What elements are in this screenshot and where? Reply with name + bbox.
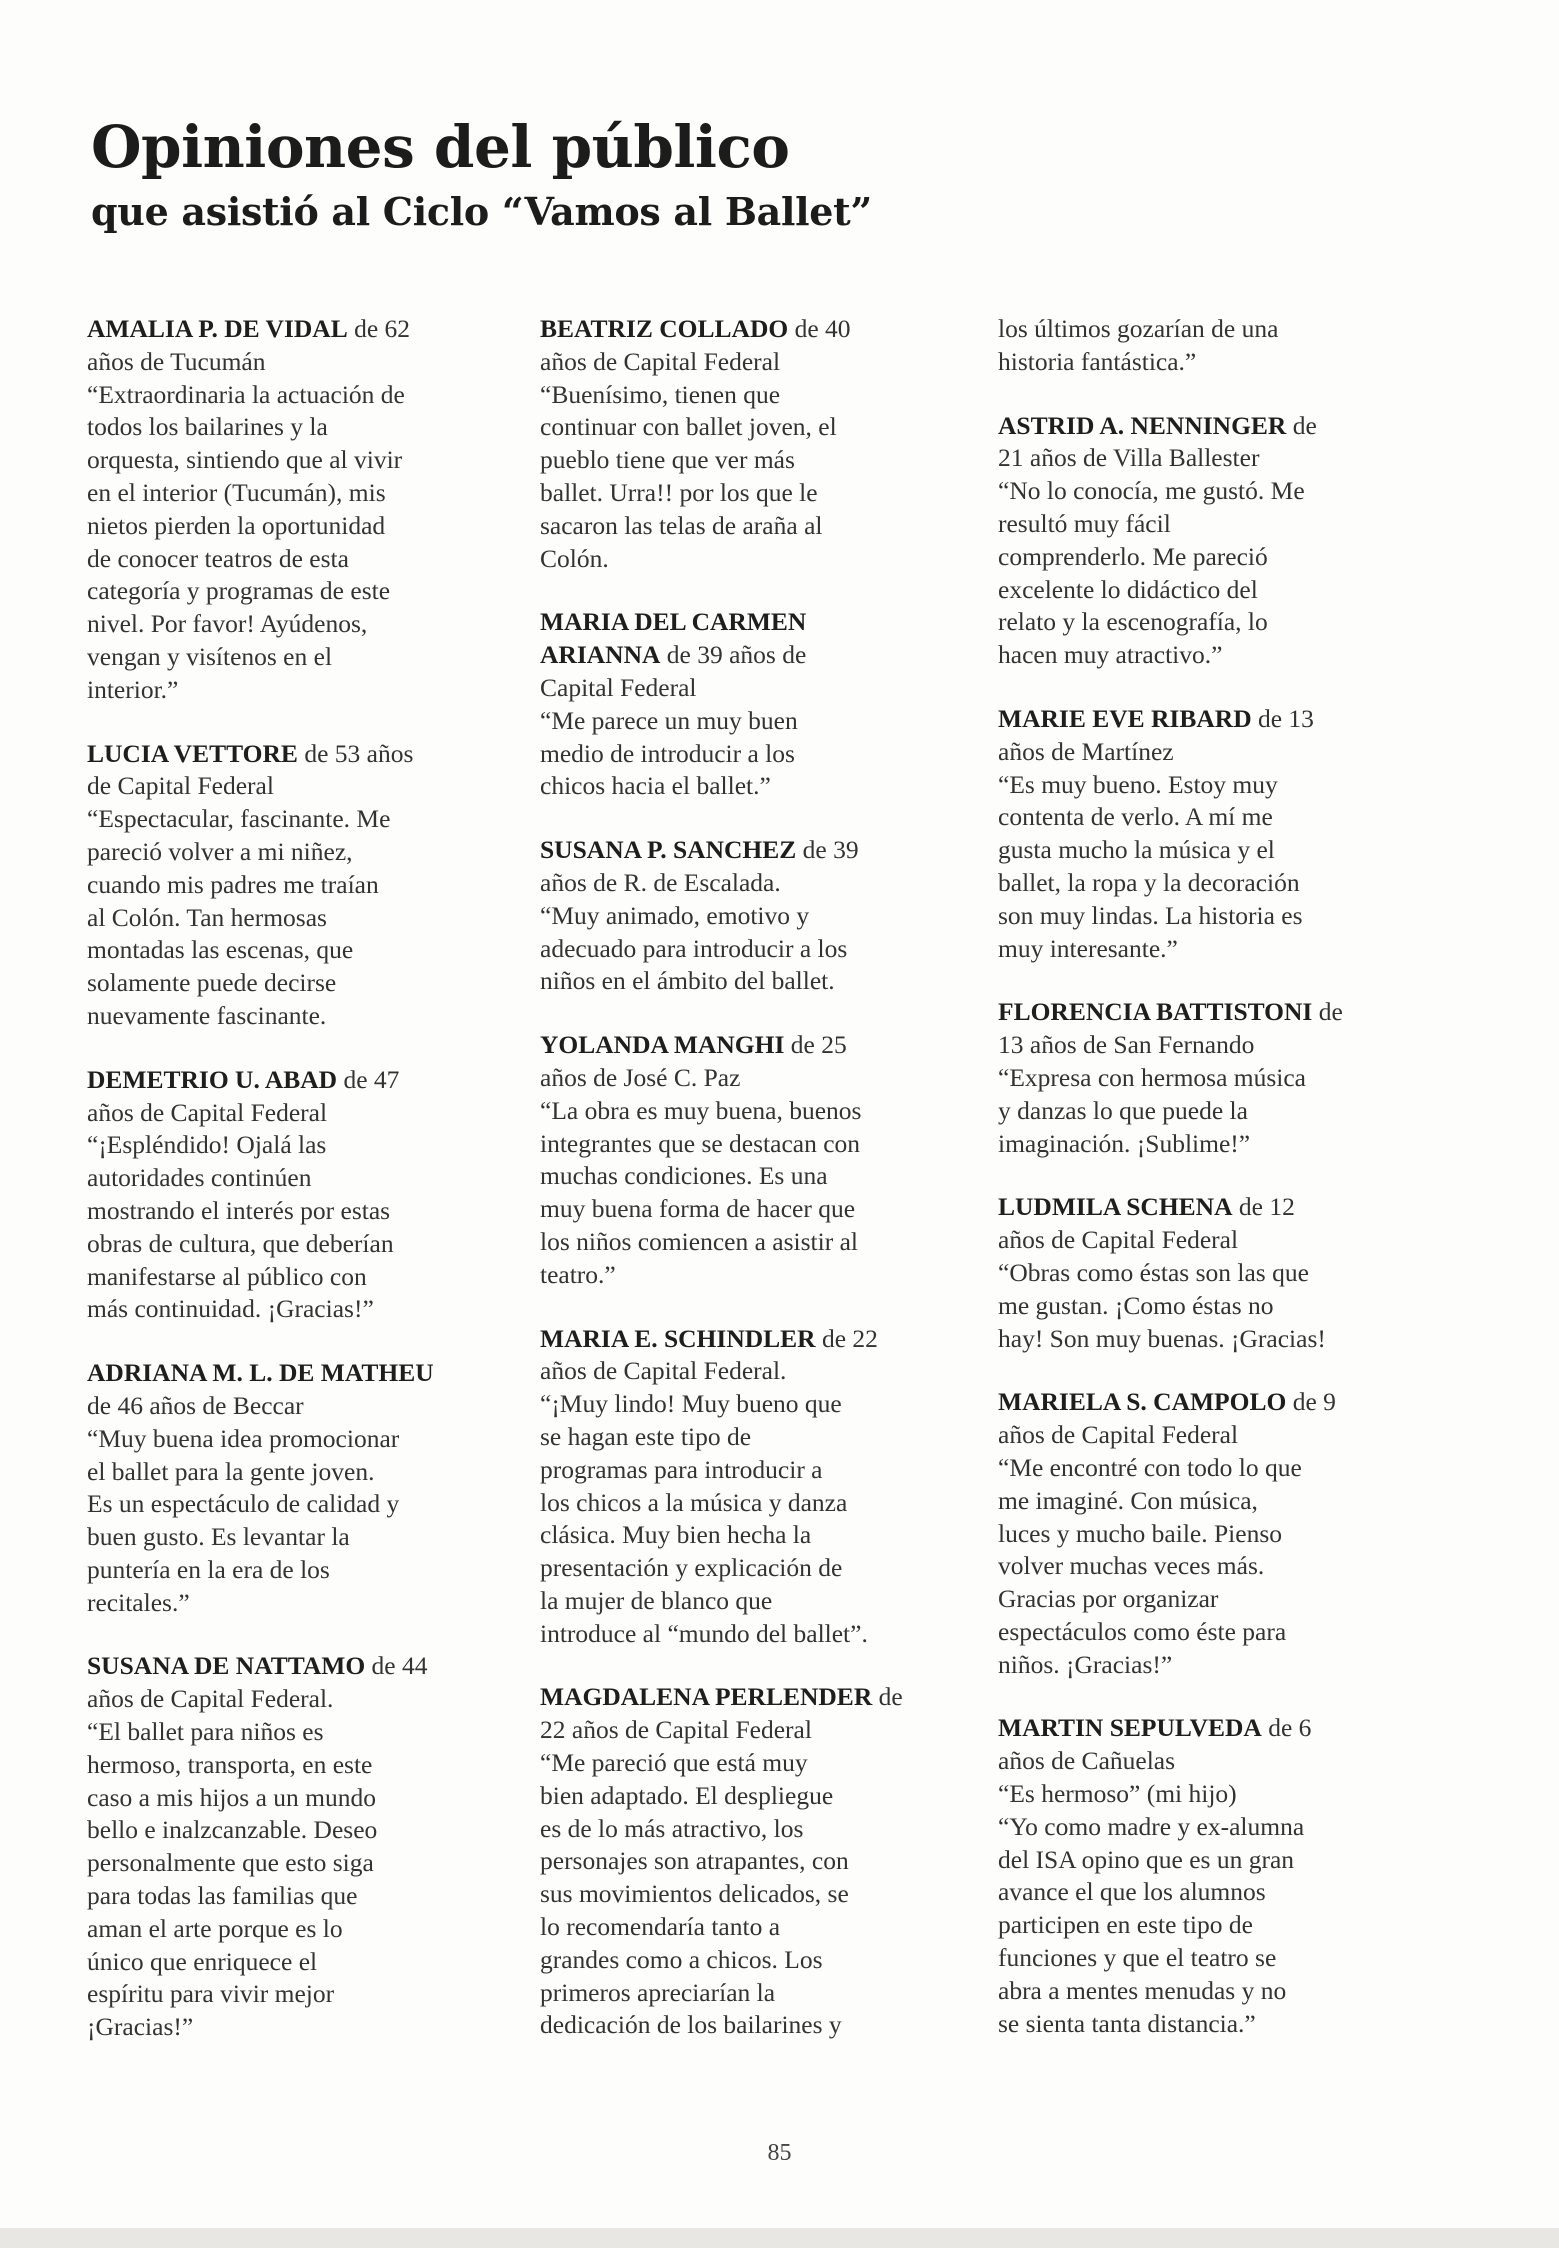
opinion-line: 22 años de Capital Federal	[540, 1715, 812, 1745]
opinion-line: muy buena forma de hacer que	[540, 1194, 856, 1224]
opinion-line: nuevamente fascinante.	[87, 1000, 327, 1030]
person-name: MAGDALENA PERLENDER	[540, 1682, 873, 1712]
opinion-line: bien adaptado. El despliegue	[540, 1780, 834, 1810]
opinion-line: los niños comiencen a asistir al	[540, 1226, 858, 1256]
person-name: YOLANDA MANGHI	[540, 1030, 785, 1060]
opinion-entry	[998, 1712, 1410, 2040]
opinion-line: SUSANA DE NATTAMO de 44	[87, 1651, 428, 1681]
person-name: FLORENCIA BATTISTONI	[998, 997, 1313, 1027]
opinion-line: hermoso, transporta, en este	[87, 1749, 373, 1779]
opinion-line	[540, 606, 952, 639]
opinion-line: recitales.”	[87, 1587, 190, 1617]
opinion-line: todos los bailarines y la	[87, 412, 328, 442]
opinion-line: “Es muy bueno. Estoy muy	[998, 769, 1278, 799]
opinion-line: del ISA opino que es un gran	[998, 1844, 1295, 1874]
opinion-line: “Expresa con hermosa música	[998, 1062, 1307, 1092]
opinion-line: medio de introducir a los	[540, 738, 795, 768]
opinion-line: orquesta, sintiendo que al vivir	[87, 445, 403, 475]
person-name: ASTRID A. NENNINGER	[998, 410, 1287, 440]
opinion-line: ARIANNA de 39 años de	[540, 640, 807, 670]
opinion-line: “El ballet para niños es	[87, 1717, 324, 1747]
person-name: SUSANA DE NATTAMO	[87, 1651, 366, 1681]
opinion-line: años de José C. Paz	[540, 1062, 741, 1092]
opinion-line: único que enriquece el	[87, 1946, 318, 1976]
opinion-line: continuar con ballet joven, el	[540, 412, 837, 442]
opinion-line: excelente lo didáctico del	[998, 574, 1258, 604]
opinion-line: gusta mucho la música y el	[998, 835, 1275, 865]
opinion-line: funciones y que el teatro se	[998, 1943, 1277, 1973]
opinion-line: “Buenísimo, tienen que	[540, 379, 781, 409]
opinion-line: me imaginé. Con música,	[998, 1485, 1258, 1515]
person-name: MARIA DEL CARMEN	[540, 607, 807, 637]
opinion-line: mostrando el interés por estas	[87, 1195, 391, 1225]
opinion-line: ballet, la ropa y la decoración	[998, 867, 1300, 897]
opinion-line: presentación y explicación de	[540, 1553, 843, 1583]
opinion-line: los chicos a la música y danza	[540, 1487, 848, 1517]
opinion-line: AMALIA P. DE VIDAL de 62	[87, 314, 411, 343]
person-name: SUSANA P. SANCHEZ	[540, 835, 797, 865]
opinion-entry	[540, 834, 952, 998]
opinion-line: son muy lindas. La historia es	[998, 900, 1303, 930]
opinion-line: de Capital Federal	[87, 771, 274, 801]
opinion-line: buen gusto. Es levantar la	[87, 1522, 350, 1552]
opinion-line: MAGDALENA PERLENDER de	[540, 1682, 903, 1712]
opinion-entry	[87, 738, 499, 1033]
opinion-line: volver muchas veces más.	[998, 1551, 1265, 1581]
opinion-line: solamente puede decirse	[87, 968, 337, 998]
opinion-line: años de R. de Escalada.	[540, 867, 781, 897]
opinion-line: programas para introducir a	[540, 1454, 823, 1484]
opinion-line: contenta de verlo. A mí me	[998, 802, 1273, 832]
opinion-line: de 46 años de Beccar	[87, 1390, 304, 1420]
person-name-cont: ARIANNA	[540, 640, 661, 670]
opinion-line: BEATRIZ COLLADO de 40	[540, 314, 851, 343]
opinion-line: “Yo como madre y ex-alumna	[998, 1811, 1305, 1841]
page-title: Opiniones del público	[91, 113, 790, 181]
opinion-line: adecuado para introducir a los	[540, 933, 848, 963]
opinion-line: SUSANA P. SANCHEZ de 39	[540, 835, 859, 865]
opinion-line: interior.”	[87, 674, 179, 704]
opinion-line: “La obra es muy buena, buenos	[540, 1095, 862, 1125]
opinion-line: años de Cañuelas	[998, 1746, 1176, 1776]
opinion-line: más continuidad. ¡Gracias!”	[87, 1294, 374, 1324]
opinion-line: “No lo conocía, me gustó. Me	[998, 476, 1305, 506]
opinion-entry	[998, 313, 1410, 379]
opinion-line: aman el arte porque es lo	[87, 1913, 343, 1943]
opinion-line: YOLANDA MANGHI de 25	[540, 1030, 847, 1060]
opinion-line: personajes son atrapantes, con	[540, 1846, 849, 1876]
opinion-line: los últimos gozarían de una	[998, 314, 1279, 343]
person-name: BEATRIZ COLLADO	[540, 314, 789, 343]
opinion-entry	[998, 703, 1410, 965]
opinion-line: el ballet para la gente joven.	[87, 1456, 375, 1486]
opinion-line: categoría y programas de este	[87, 576, 391, 606]
opinion-line: “¡Espléndido! Ojalá las	[87, 1130, 327, 1160]
opinion-entry	[87, 1650, 499, 2044]
opinion-line: MARIELA S. CAMPOLO de 9	[998, 1387, 1336, 1417]
opinion-line: Gracias por organizar	[998, 1584, 1219, 1614]
opinion-line: “Obras como éstas son las que	[998, 1257, 1309, 1287]
opinion-line: niños. ¡Gracias!”	[998, 1649, 1173, 1679]
opinion-line: “Me encontré con todo lo que	[998, 1452, 1302, 1482]
opinion-line: Es un espectáculo de calidad y	[87, 1489, 400, 1519]
column-1	[87, 313, 499, 2075]
opinion-entry	[998, 1191, 1410, 1355]
opinion-line: cuando mis padres me traían	[87, 869, 379, 899]
opinion-line: manifestarse al público con	[87, 1261, 367, 1291]
opinion-line: años de Capital Federal.	[540, 1356, 787, 1386]
opinion-line: dedicación de los bailarines y	[540, 2010, 842, 2040]
opinion-line: “Extraordinaria la actuación de	[87, 379, 405, 409]
opinion-entry	[540, 606, 952, 803]
opinion-entry	[998, 410, 1410, 672]
opinion-line: DEMETRIO U. ABAD de 47	[87, 1064, 400, 1094]
opinion-line: pueblo tiene que ver más	[540, 445, 795, 475]
opinion-line: integrantes que se destacan con	[540, 1128, 861, 1158]
opinion-line: “Espectacular, fascinante. Me	[87, 804, 391, 834]
opinion-line: puntería en la era de los	[87, 1554, 330, 1584]
opinion-entry	[540, 1029, 952, 1291]
opinion-line: muchas condiciones. Es una	[540, 1161, 828, 1191]
opinion-line: se sienta tanta distancia.”	[998, 2008, 1256, 2038]
opinion-entry	[540, 313, 952, 575]
opinion-line: de conocer teatros de esta	[87, 543, 349, 573]
opinion-line: historia fantástica.”	[998, 346, 1197, 376]
opinion-line: pareció volver a mi niñez,	[87, 836, 353, 866]
opinion-line: años de Capital Federal	[87, 1097, 328, 1127]
opinion-line: personalmente que esto siga	[87, 1848, 374, 1878]
opinion-line: ASTRID A. NENNINGER de	[998, 410, 1317, 440]
opinion-line: sus movimientos delicados, se	[540, 1879, 849, 1909]
person-name: MARIE EVE RIBARD	[998, 703, 1252, 733]
column-2	[540, 313, 952, 2073]
opinion-line: años de Martínez	[998, 736, 1174, 766]
opinion-line: caso a mis hijos a un mundo	[87, 1782, 376, 1812]
person-name: LUDMILA SCHENA	[998, 1192, 1233, 1222]
opinion-line: “¡Muy lindo! Muy bueno que	[540, 1389, 842, 1419]
opinion-line: grandes como a chicos. Los	[540, 1944, 823, 1974]
opinion-line: teatro.”	[540, 1259, 616, 1289]
opinion-line: se hagan este tipo de	[540, 1421, 752, 1451]
opinion-line: MARIE EVE RIBARD de 13	[998, 703, 1314, 733]
opinion-line: resultó muy fácil	[998, 508, 1171, 538]
opinion-line: abra a mentes menudas y no	[998, 1975, 1287, 2005]
opinion-line: al Colón. Tan hermosas	[87, 902, 327, 932]
opinion-entry	[87, 1064, 499, 1326]
opinion-line: comprenderlo. Me pareció	[998, 541, 1268, 571]
opinion-line: imaginación. ¡Sublime!”	[998, 1128, 1251, 1158]
opinion-line: obras de cultura, que deberían	[87, 1228, 394, 1258]
page-subtitle: que asistió al Ciclo “Vamos al Ballet”	[91, 189, 872, 234]
opinion-line: avance el que los alumnos	[998, 1877, 1266, 1907]
page-number: 85	[767, 2140, 792, 2166]
opinion-line: MARIA E. SCHINDLER de 22	[540, 1323, 878, 1353]
opinion-line: “Me parece un muy buen	[540, 705, 798, 735]
opinion-entry	[540, 1323, 952, 1651]
opinion-entry	[87, 313, 499, 707]
opinion-line: años de Capital Federal	[998, 1420, 1239, 1450]
opinion-line: muy interesante.”	[998, 933, 1178, 963]
opinion-line: ¡Gracias!”	[87, 2012, 194, 2042]
opinion-line: me gustan. ¡Como éstas no	[998, 1290, 1274, 1320]
opinion-line: años de Tucumán	[87, 346, 266, 376]
opinion-line: MARTIN SEPULVEDA de 6	[998, 1713, 1312, 1743]
opinion-line: hay! Son muy buenas. ¡Gracias!	[998, 1323, 1326, 1353]
opinion-line: LUCIA VETTORE de 53 años	[87, 738, 414, 768]
person-name: LUCIA VETTORE	[87, 738, 298, 768]
opinion-entry	[998, 996, 1410, 1160]
opinion-entry	[998, 1386, 1410, 1681]
opinion-line: vengan y visítenos en el	[87, 641, 333, 671]
scan-edge	[0, 2228, 1559, 2248]
column-3	[998, 313, 1410, 2071]
opinion-line: es de lo más atractivo, los	[540, 1813, 804, 1843]
person-name: MARTIN SEPULVEDA	[998, 1713, 1262, 1743]
opinion-line: luces y mucho baile. Pienso	[998, 1518, 1282, 1548]
opinion-line: bello e inalzcanzable. Deseo	[87, 1815, 378, 1845]
opinion-line	[87, 1357, 499, 1390]
opinion-line: espectáculos como éste para	[998, 1616, 1287, 1646]
opinion-line: autoridades continúen	[87, 1163, 312, 1193]
opinion-line: clásica. Muy bien hecha la	[540, 1520, 812, 1550]
opinion-line: “Me pareció que está muy	[540, 1748, 808, 1778]
opinion-line: chicos hacia el ballet.”	[540, 771, 771, 801]
opinion-line: la mujer de blanco que	[540, 1585, 773, 1615]
opinion-line: en el interior (Tucumán), mis	[87, 477, 386, 507]
opinion-line: sacaron las telas de araña al	[540, 510, 823, 540]
opinion-line: espíritu para vivir mejor	[87, 1979, 335, 2009]
person-name: MARIA E. SCHINDLER	[540, 1323, 816, 1353]
opinion-line: montadas las escenas, que	[87, 935, 354, 965]
opinion-line: hacen muy atractivo.”	[998, 640, 1223, 670]
opinion-line: relato y la escenografía, lo	[998, 607, 1268, 637]
opinion-line: introduce al “mundo del ballet”.	[540, 1618, 868, 1648]
opinion-line: años de Capital Federal	[998, 1225, 1239, 1255]
person-name: ADRIANA M. L. DE MATHEU	[87, 1358, 434, 1388]
opinion-line: nivel. Por favor! Ayúdenos,	[87, 609, 368, 639]
opinion-line: Colón.	[540, 543, 609, 573]
opinion-line: “Es hermoso” (mi hijo)	[998, 1779, 1237, 1809]
opinion-line: 13 años de San Fernando	[998, 1030, 1255, 1060]
person-name: MARIELA S. CAMPOLO	[998, 1387, 1287, 1417]
opinion-entry	[87, 1357, 499, 1619]
opinion-line: nietos pierden la oportunidad	[87, 510, 386, 540]
opinion-entry	[540, 1681, 952, 2042]
opinion-line: años de Capital Federal	[540, 346, 781, 376]
opinion-line: participen en este tipo de	[998, 1910, 1253, 1940]
opinion-line: “Muy animado, emotivo y	[540, 900, 810, 930]
person-name: AMALIA P. DE VIDAL	[87, 314, 348, 343]
opinion-line: LUDMILA SCHENA de 12	[998, 1192, 1295, 1222]
opinion-line: 21 años de Villa Ballester	[998, 443, 1260, 473]
person-name: DEMETRIO U. ABAD	[87, 1064, 338, 1094]
opinion-line: Capital Federal	[540, 672, 697, 702]
opinion-line: niños en el ámbito del ballet.	[540, 966, 835, 996]
opinion-line: ballet. Urra!! por los que le	[540, 477, 818, 507]
opinion-line: lo recomendaría tanto a	[540, 1912, 781, 1942]
opinion-line: años de Capital Federal.	[87, 1684, 334, 1714]
opinion-line: “Muy buena idea promocionar	[87, 1423, 400, 1453]
opinion-line: y danzas lo que puede la	[998, 1095, 1248, 1125]
opinion-line: FLORENCIA BATTISTONI de	[998, 997, 1343, 1027]
opinion-line: para todas las familias que	[87, 1881, 358, 1911]
opinion-line: primeros apreciarían la	[540, 1977, 776, 2007]
